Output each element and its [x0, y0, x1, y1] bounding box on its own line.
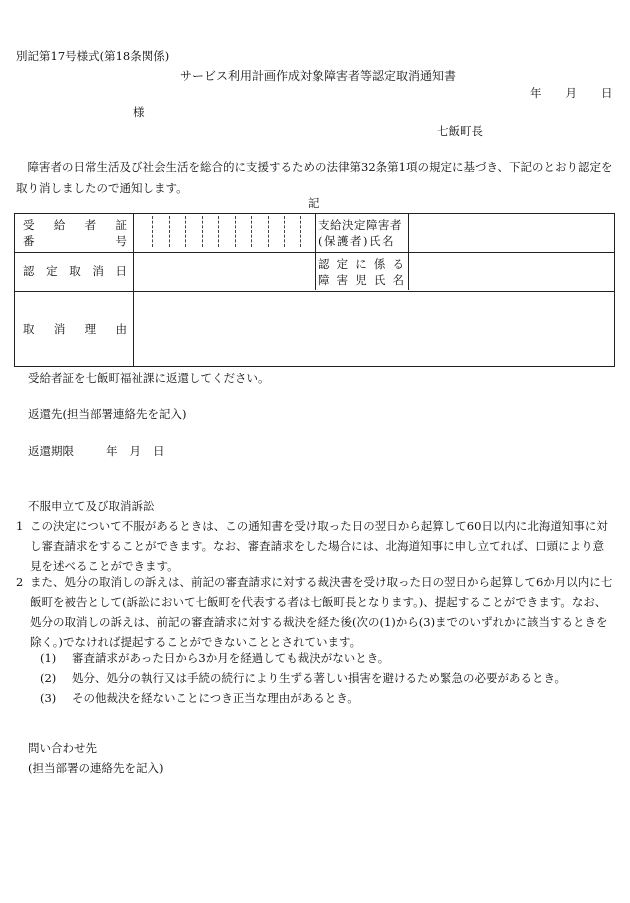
appeal-heading: 不服申立て及び取消訴訟 [28, 499, 155, 513]
document-title: サービス利用計画作成対象障害者等認定取消通知書 [180, 69, 457, 83]
reason-field[interactable] [135, 293, 614, 365]
appeal-item-1: 1 この決定について不服があるときは、この通知書を受け取った日の翌日から起算して60日以内に北海道知事に対し審査請求をすることができます。なお、審査請求をした場合には、北海道知事に申し立てれば、口頭により意見を述べることができます。 [16, 519, 608, 573]
guardian-name-label-line1: 支給決定障害者 [318, 218, 402, 232]
appeal-subitem: (2) 処分、処分の執行又は手続の続行により生ずる著しい損害を避けるため緊急の必要があるとき。 [40, 671, 567, 685]
ki-label: 記 [308, 196, 320, 210]
recipient-number-label-line1: 受 給 者 証 [23, 218, 127, 232]
date-day: 日 [601, 86, 613, 100]
guardian-name-field[interactable] [410, 215, 614, 251]
child-name-label-line2: 障 害 児 氏 名 [318, 273, 404, 287]
return-deadline: 返還期限 年 月 日 [28, 444, 165, 458]
addressee-suffix: 様 [133, 105, 145, 119]
table-col-divider [408, 214, 409, 290]
child-name-field[interactable] [410, 254, 614, 290]
appeal-subitem: (3) その他裁決を経ないことにつき正当な理由があるとき。 [40, 691, 359, 705]
date-line [530, 88, 613, 100]
form-number: 別記第17号様式(第18条関係) [16, 49, 170, 63]
reason-label: 取 消 理 由 [23, 322, 127, 336]
recipient-number-field[interactable] [135, 215, 314, 251]
cancel-date-label: 認 定 取 消 日 [23, 264, 127, 278]
date-month: 月 [565, 86, 577, 100]
appeal-subitem: (1) 審査請求があった日から3か月を経過しても裁決がないとき。 [40, 651, 390, 665]
table-col-divider [315, 214, 316, 290]
guardian-name-label-line2: (保護者)氏名 [318, 234, 395, 248]
cancel-date-field[interactable] [135, 254, 314, 290]
table-col-divider [133, 214, 134, 366]
recipient-number-label-line2: 番 号 [23, 234, 127, 248]
intro-paragraph: 障害者の日常生活及び社会生活を総合的に支援するための法律第32条第1項の規定に基づき、下記のとおり認定を取り消しましたので通知します。 [16, 160, 613, 195]
certification-table [14, 213, 615, 367]
child-name-label-line1: 認 定 に 係 る [318, 257, 404, 271]
date-year: 年 [530, 86, 542, 100]
issuer: 七飯町長 [437, 124, 483, 138]
table-row-divider [15, 291, 614, 292]
return-notice: 受給者証を七飯町福祉課に返還してください。 [28, 371, 270, 385]
contact-heading: 問い合わせ先 [28, 741, 97, 755]
return-deadline-label: 返還期限 [28, 444, 74, 458]
return-to: 返還先(担当部署連絡先を記入) [28, 407, 187, 421]
appeal-item-2: 2 また、処分の取消しの訴えは、前記の審査請求に対する裁決書を受け取った日の翌日から起算して6か月以内に七飯町を被告として(訴訟において七飯町を代表する者は七飯町長となります。)、提起することができます。なお、処分の取消しの訴えは、前記の審査請求に対する裁決を経た後(次の(1)から(3)までのいずれかに該当するときを除く。)でなければ提起することができないこととされています。 [16, 575, 613, 649]
contact-note: (担当部署の連絡先を記入) [28, 761, 164, 775]
